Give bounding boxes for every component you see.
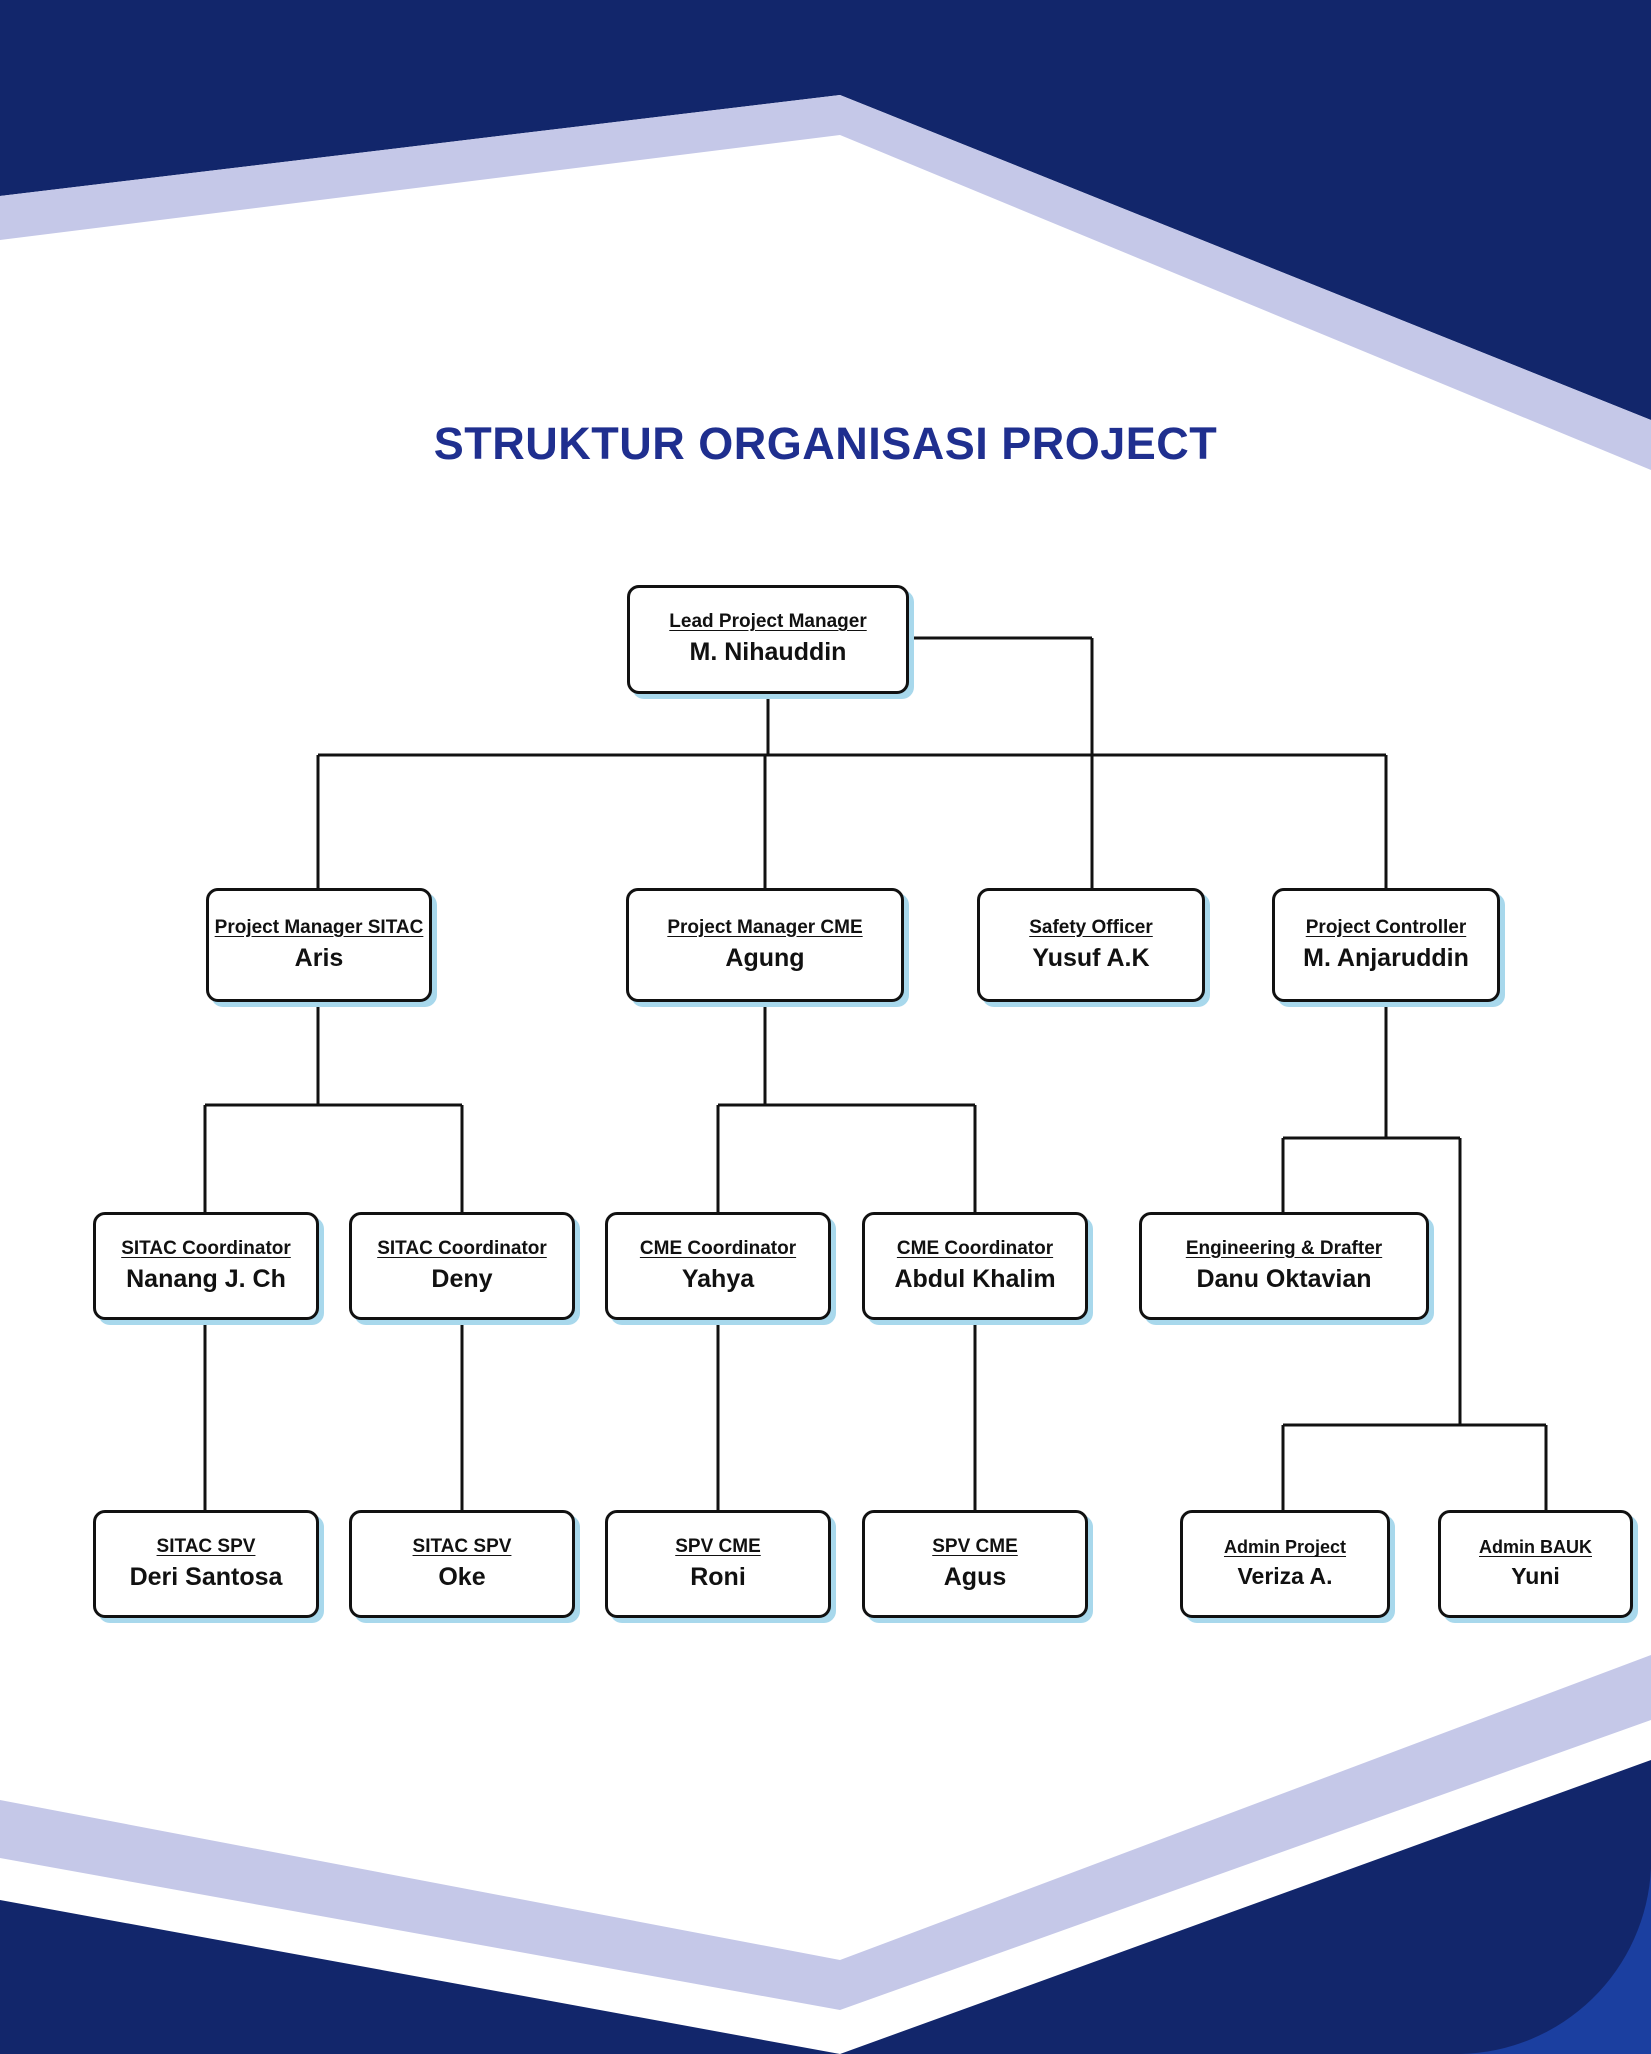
org-node-role: Lead Project Manager (669, 611, 867, 633)
org-node-role: Safety Officer (1029, 916, 1153, 938)
org-node-project-manager-sitac[interactable] (206, 888, 432, 1002)
org-node-person: Aris (294, 943, 344, 972)
org-node-role: CME Coordinator (896, 1237, 1054, 1259)
org-node-admin-project[interactable] (1180, 1510, 1390, 1618)
org-node-person: Abdul Khalim (894, 1264, 1056, 1293)
org-node-role: Project Controller (1305, 916, 1467, 938)
org-node-role: SPV CME (932, 1535, 1018, 1557)
org-node-person: Veriza A. (1237, 1563, 1333, 1590)
org-node-cme-coordinator-abdul[interactable] (862, 1212, 1088, 1320)
org-node-role: SITAC Coordinator (121, 1237, 291, 1259)
org-node-role: SITAC SPV (412, 1535, 512, 1557)
org-node-person: M. Anjaruddin (1303, 943, 1469, 972)
org-node-spv-cme-roni[interactable] (605, 1510, 831, 1618)
org-node-sitac-coordinator-nanang[interactable] (93, 1212, 319, 1320)
org-node-person: Deri Santosa (129, 1562, 283, 1591)
org-node-role: Engineering & Drafter (1185, 1237, 1383, 1259)
org-node-role: Project Manager CME (667, 916, 863, 938)
org-node-person: Agung (725, 943, 805, 972)
org-node-person: Agus (943, 1562, 1007, 1591)
org-node-role: SITAC Coordinator (377, 1237, 547, 1259)
org-node-person: Deny (431, 1264, 493, 1293)
org-node-project-controller[interactable] (1272, 888, 1500, 1002)
org-node-sitac-spv-oke[interactable] (349, 1510, 575, 1618)
org-node-person: M. Nihauddin (689, 638, 847, 667)
org-node-cme-coordinator-yahya[interactable] (605, 1212, 831, 1320)
org-node-role: Project Manager SITAC (214, 916, 424, 938)
org-node-role: Admin BAUK (1479, 1537, 1592, 1558)
org-node-lead-project-manager[interactable] (627, 585, 909, 694)
org-node-person: Yusuf A.K (1032, 943, 1150, 972)
org-node-person: Yuni (1511, 1563, 1560, 1590)
org-node-project-manager-cme[interactable] (626, 888, 904, 1002)
org-node-role: SPV CME (675, 1535, 761, 1557)
org-node-admin-bauk[interactable] (1438, 1510, 1633, 1618)
org-node-engineering-drafter[interactable] (1139, 1212, 1429, 1320)
org-node-person: Nanang J. Ch (126, 1264, 286, 1293)
org-node-person: Oke (438, 1562, 486, 1591)
org-node-role: SITAC SPV (156, 1535, 256, 1557)
org-node-sitac-spv-deri[interactable] (93, 1510, 319, 1618)
org-node-person: Roni (690, 1562, 746, 1591)
org-node-role: Admin Project (1223, 1537, 1347, 1558)
org-node-person: Yahya (681, 1264, 755, 1293)
org-node-safety-officer[interactable] (977, 888, 1205, 1002)
org-node-sitac-coordinator-deny[interactable] (349, 1212, 575, 1320)
org-node-role: CME Coordinator (639, 1237, 797, 1259)
page-title: STRUKTUR ORGANISASI PROJECT (433, 418, 1218, 469)
org-node-spv-cme-agus[interactable] (862, 1510, 1088, 1618)
org-node-person: Danu Oktavian (1196, 1264, 1372, 1293)
